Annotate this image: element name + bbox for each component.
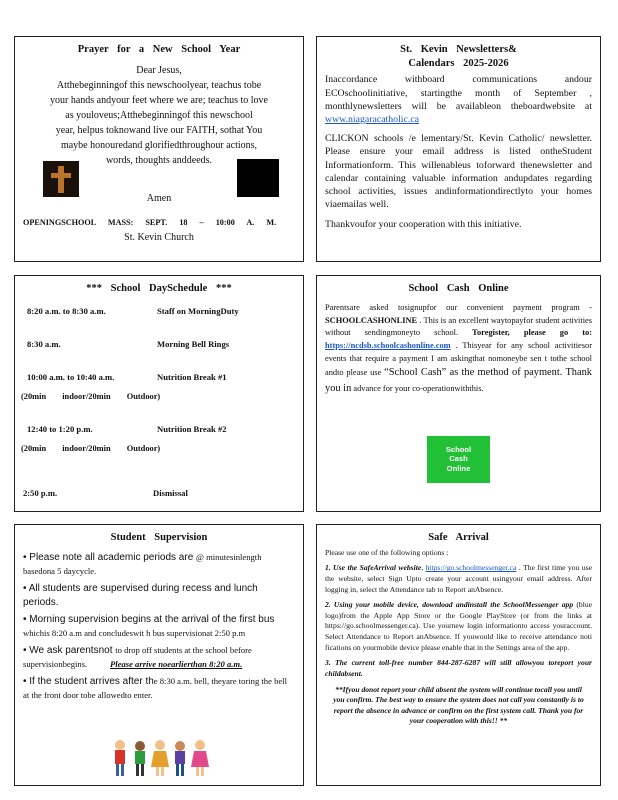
child-figure-icon	[151, 740, 169, 776]
schoolmessenger-link[interactable]: https://go.schoolmessenger.ca	[425, 563, 517, 573]
schedule-time: 12:40 to 1:20 p.m.	[27, 424, 93, 434]
cash-text-large: “School Cash” as the method of payment. Thank you in	[325, 367, 592, 394]
schedule-activity: Dismissal	[153, 488, 188, 498]
supervision-text: • Please note all academic periods are	[23, 552, 194, 564]
school-cash-title: School Cash Online	[408, 283, 509, 294]
prayer-line: maybe honouredand glorifiedthroughour actions,	[60, 140, 258, 152]
prayer-line: Dear Jesus,	[136, 65, 182, 77]
supervision-text: whichis 8:20 a.m and concludeswit h bus supervisionat 2:50 p.m	[23, 627, 246, 638]
schedule-time: 2:50 p.m.	[23, 488, 58, 498]
newsletters-title: St. Kevin Newsletters&	[400, 44, 517, 55]
button-label: School	[445, 445, 472, 454]
children-illustration	[110, 737, 214, 779]
safe-option-lead: 2. Using your mobile device, download andinstall the SchoolMessenger app	[325, 600, 574, 610]
child-figure-icon	[175, 741, 185, 776]
schedule-row	[27, 424, 287, 436]
newsletters-para: Inaccordance withboard communications andour ECOschoolinitiative, startingthe month of September , monthlynewsletters will be availableon theboardwebsite at	[325, 74, 592, 112]
mass-line: OPENINGSCHOOL MASS: SEPT. 18 – 10:00 A. M.	[23, 218, 277, 227]
cash-text: Parentsare asked tosignupfor our convenient payment program -	[325, 303, 592, 313]
schedule-title: *** School DaySchedule ***	[86, 283, 232, 294]
child-figure-icon	[115, 740, 125, 776]
schedule-row	[27, 339, 287, 351]
schedule-note: (20min indoor/20min Outdoor)	[21, 444, 161, 453]
safe-option-lead: 1. Use the SafeArrival website	[325, 563, 422, 573]
school-cash-online-button[interactable]	[427, 436, 490, 483]
supervision-item	[23, 551, 295, 578]
prayer-line: year, helpus toknowand live our FAITH, sothat You	[55, 125, 263, 137]
supervision-title: Student Supervision	[110, 532, 208, 543]
supervision-item	[23, 644, 295, 671]
safe-intro: Please use one of the following options :	[325, 547, 449, 557]
schedule-time: 8:20 a.m. to 8:30 a.m.	[27, 306, 106, 316]
cash-emphasis: Toregister, please go to:	[472, 328, 592, 338]
supervision-box	[14, 524, 304, 786]
schedule-activity: Staff on MorningDuty	[157, 306, 239, 316]
schedule-note: (20min indoor/20min Outdoor)	[21, 392, 161, 401]
schedule-time: 8:30 a.m.	[27, 339, 61, 349]
school-cash-link[interactable]: https://ncdsb.schoolcashonline.com	[325, 341, 451, 350]
child-figure-icon	[191, 740, 209, 776]
newsletters-thanks: Thankvoufor your cooperation with this initiative.	[325, 218, 522, 230]
cash-text: . This is an excellent waytopayfor student activities without sendingmoneyto school.	[325, 315, 593, 338]
amen-text: Amen	[146, 193, 172, 204]
supervision-text: e 8:30 a.m. bell, theyare toring the bell at the front door tobe allowedto enter.	[23, 676, 287, 700]
supervision-text: to drop off students at the school before supervisionbegins.	[23, 645, 252, 669]
safe-closing-note: **Ifyou donot report your child absent the system will continue tocall you until you confirm. The best way to ensure the system does not call you constantly is to report the absence in advance or confirm on the first system call. Thank you for your cooperation with this!! **	[333, 684, 584, 726]
schedule-row	[23, 488, 283, 500]
prayer-title: Prayer for a New School Year	[77, 44, 241, 55]
supervision-item	[23, 613, 295, 640]
supervision-text: • Morning supervision begins at the arrival of the first bus	[23, 614, 275, 626]
safe-option-text: . The first time you use the website, select Sign Upto create your account usingyour email address. After logging in, select the Attendance tab to Report anAbsence.	[325, 563, 592, 594]
cash-emphasis: SCHOOLCASHONLINE	[325, 315, 418, 325]
safe-option-text: (blue logo)from the Apple App Store or the Google PlayStore (or from the links at https://go.schoolmessenger.ca). Use yournew login informationto access youraccount. Select Attendance to Report anAbsence. If youwould like to receive attendance noti fications on yourmobile device please enable that in the Settings area of the app.	[325, 600, 592, 652]
child-figure-icon	[135, 741, 145, 776]
prayer-line: as youloveus;Atthebeginningof this newschool	[65, 110, 253, 122]
schedule-activity: Nutrition Break #2	[157, 424, 227, 434]
newsletters-subtitle: Calendars 2025-2026	[408, 58, 509, 70]
safe-arrival-box: Safe Arrival Please use one of the following options : 1. Use the SafeArrival website, https://go.schoolmessenger.ca . The first time you use the website, select Sign Upto create your account usingyour email address. After logging in, select the Attendance tab to Report anAbsence. 2. Using your mobile device, download andinstall the SchoolMessenger app (blue logo)from the Apple App Store or the Google PlayStore (or from the links at https://go.schoolmessenger.ca). Use yournew login informationto access youraccount. Select Attendance to Report anAbsence. If youwould like to receive attendance noti fications on yourmobile device please enable that in the Settings area of the app. 3. The current toll-free number 844-287-6287 will still allowyou toreport your childabsent. **Ifyou donot report your child absent the system will continue tocall you until you confirm. The best way to ensure the system does not call you constantly is to report the absence in advance or confirm on the first system call. Thank you for your cooperation with this!! **	[316, 524, 601, 786]
newsletters-para: CLICKON schools /e lementary/St. Kevin Catholic/ newsletter. Please ensure your email address is listed ontheStudent Informationform. This willenableus toforward thenewsletter and calendar containing valuable information andupdates regarding school activities, issues andinformationdirectlyto your homes viaemailas well.	[325, 133, 592, 211]
school-cash-box	[316, 275, 601, 512]
schedule-activity: Nutrition Break #1	[157, 372, 227, 382]
button-label: Cash	[449, 454, 468, 464]
safe-option-phone: 3. The current toll-free number 844-287-6287 will still allowyou toreport your childabsent.	[325, 658, 592, 678]
schedule-activity: Morning Bell Rings	[157, 339, 230, 349]
prayer-line: words, thoughts anddeeds.	[105, 155, 213, 167]
supervision-text: • We ask parentsnot	[23, 645, 113, 657]
prayer-box	[14, 36, 304, 262]
schedule-box	[14, 275, 304, 512]
prayer-line: your hands andyour feet where we are; teachus to love	[50, 95, 268, 107]
schedule-time: 10:00 a.m. to 10:40 a.m.	[27, 372, 115, 382]
supervision-item	[23, 675, 295, 702]
supervision-text: @ minutesinlength basedona 5 daycycle.	[23, 552, 262, 576]
button-label: Online	[446, 463, 471, 473]
prayer-line: Atthebeginningof this newschoolyear, teachus tobe	[56, 80, 262, 92]
board-website-link[interactable]: www.niagaracatholic.ca	[325, 114, 420, 125]
supervision-item: • All students are supervised during recess and lunch periods.	[23, 583, 258, 608]
supervision-text: • If the student arrives after th	[23, 676, 154, 688]
supervision-emphasis: Please arrive noearlierthan 8:20 a.m.	[110, 658, 243, 669]
church-name: St. Kevin Church	[124, 232, 194, 243]
newsletters-box	[316, 36, 601, 262]
cash-text: . Thisyear for any school activitiesor events that require a payment I am askingthat nomoneybe sen t tothe school andto please use	[325, 341, 592, 378]
cash-text: advance for your co-operationwiththis.	[353, 383, 484, 393]
safe-arrival-title: Safe Arrival	[428, 532, 489, 543]
schedule-row	[27, 306, 287, 318]
schedule-row	[27, 372, 287, 384]
